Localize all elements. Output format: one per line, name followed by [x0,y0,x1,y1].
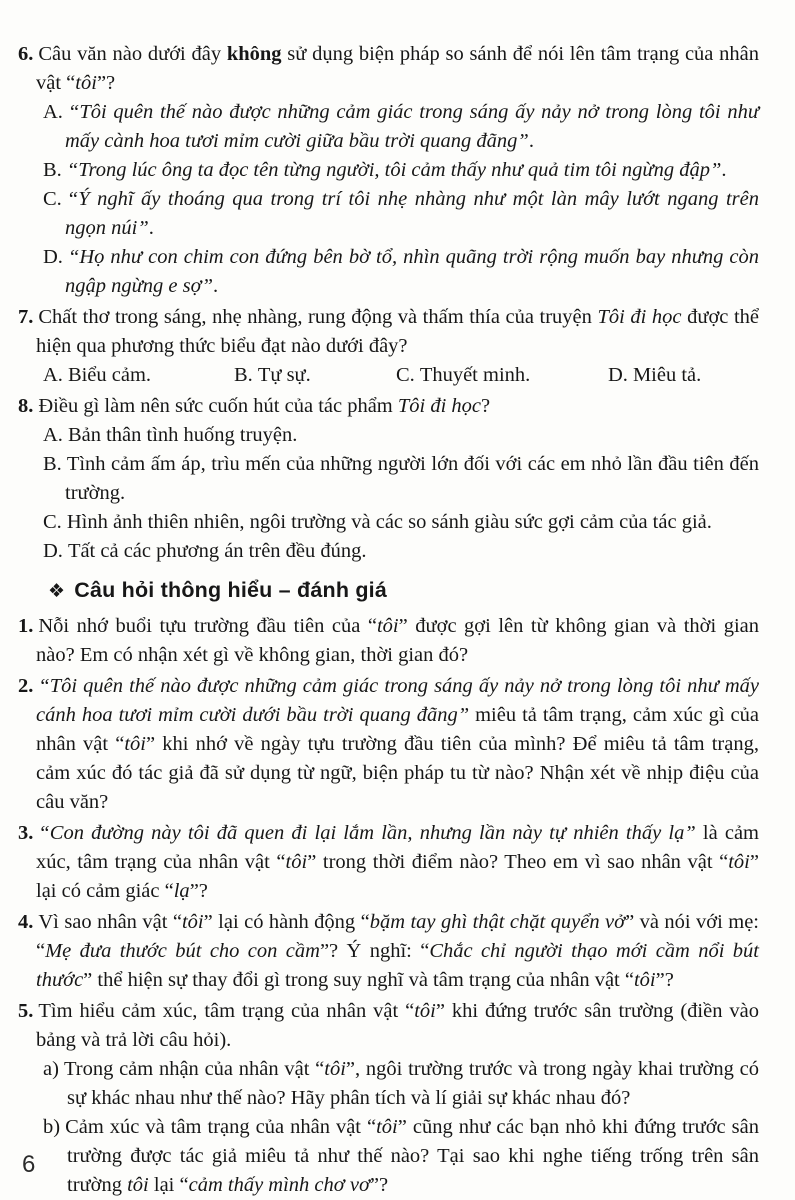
question-7-prompt [18,303,759,361]
question-8-number: 8. [18,395,34,417]
question-7-options-row [43,361,759,390]
open-question-2 [18,672,759,817]
question-text: Tìm hiểu cảm xúc, tâm trạng của nhân vật “tôi” khi đứng trước sân trường (điền vào bảng và trả lời câu hỏi). [36,1000,759,1051]
question-6 [18,40,759,301]
question-6-option-c [43,185,759,243]
question-number: 4. [18,911,34,933]
sub-item-label: b) [43,1116,61,1138]
question-6-option-d [43,243,759,301]
option-text: Thuyết minh. [419,364,531,386]
open-question-5-prompt [18,997,759,1055]
question-number: 3. [18,822,34,844]
question-8 [18,392,759,566]
option-text: Miêu tả. [632,364,702,386]
question-6-option-b [43,156,759,185]
diamond-bullet-icon: ❖ [48,581,66,602]
question-text: “Con đường này tôi đã quen đi lại lắm lần, nhưng lần này tự nhiên thấy lạ” là cảm xúc, tâm trạng của nhân vật “tôi” trong thời điểm nào? Theo em vì sao nhân vật “tôi” lại có cảm giác “lạ”? [36,822,759,902]
open-question-5-sub-a [43,1055,759,1113]
question-8-option-b [43,450,759,508]
option-label: C. [43,188,62,210]
option-label: D. [43,246,63,268]
question-7-option-b [234,361,396,390]
sub-item-text: Trong cảm nhận của nhân vật “tôi”, ngôi trường trước và trong ngày khai trường có sự khác nhau như thế nào? Hãy phân tích và lí giải sự khác nhau đó? [63,1058,759,1109]
question-7-text: Chất thơ trong sáng, nhẹ nhàng, rung động và thấm thía của truyện Tôi đi học được thể hiện qua phương thức biểu đạt nào dưới đây? [36,306,759,357]
section-heading-text: Câu hỏi thông hiểu – đánh giá [74,578,387,602]
option-label: B. [43,159,62,181]
page-number: 6 [22,1151,36,1178]
option-label: A. [43,364,63,386]
question-number: 1. [18,615,34,637]
sub-item-label: a) [43,1058,59,1080]
sub-item-text: Cảm xúc và tâm trạng của nhân vật “tôi” cũng như các bạn nhỏ khi đứng trước sân trường được tác giả miêu tả như thế nào? Tại sao khi nghe tiếng trống trên sân trường tôi lại “cảm thấy mình chơ vơ”? [65,1116,759,1196]
question-text: “Tôi quên thế nào được những cảm giác trong sáng ấy nảy nở trong lòng tôi như mấy cánh hoa tươi mỉm cười dưới bầu trời quang đãng” miêu tả tâm trạng, cảm xúc gì của nhân vật “tôi” khi nhớ về ngày tựu trường đầu tiên của mình? Để miêu tả tâm trạng, cảm xúc đó tác giả đã sử dụng từ ngữ, biện pháp tu từ nào? Nhận xét về nhịp điệu của câu văn? [36,675,759,813]
open-question-1 [18,612,759,670]
question-6-prompt [18,40,759,98]
question-7-option-d [608,361,759,390]
question-number: 2. [18,675,34,697]
option-text: “Tôi quên thế nào được những cảm giác trong sáng ấy nảy nở trong lòng tôi như mấy cành hoa tươi mỉm cười giữa bầu trời quang đãng”. [65,101,759,152]
question-7 [18,303,759,390]
open-question-4 [18,908,759,995]
open-question-5-sub-b [43,1113,759,1200]
option-label: D. [608,364,628,386]
question-7-option-c [396,361,608,390]
option-text: “Họ như con chim con đứng bên bờ tổ, nhìn quãng trời rộng muốn bay nhưng còn ngập ngừng e sợ”. [65,246,759,297]
question-8-option-c [43,508,759,537]
open-question-5 [18,997,759,1200]
question-text: Nỗi nhớ buổi tựu trường đầu tiên của “tôi” được gợi lên từ không gian và thời gian nào? Em có nhận xét gì về không gian, thời gian đó? [36,615,759,666]
option-text: Tự sự. [257,364,311,386]
option-label: C. [43,511,62,533]
question-8-option-a [43,421,759,450]
option-text: “Trong lúc ông ta đọc tên từng người, tôi cảm thấy như quả tim tôi ngừng đập”. [66,159,727,181]
question-6-text: Câu văn nào dưới đây không sử dụng biện pháp so sánh để nói lên tâm trạng của nhân vật “tôi”? [36,43,759,94]
option-label: A. [43,424,63,446]
question-7-number: 7. [18,306,34,328]
question-8-option-d [43,537,759,566]
option-text: “Ý nghĩ ấy thoáng qua trong trí tôi nhẹ nhàng như một làn mây lướt ngang trên ngọn núi”. [65,188,759,239]
option-label: B. [43,453,62,475]
option-label: D. [43,540,63,562]
question-8-text: Điều gì làm nên sức cuốn hút của tác phẩm Tôi đi học? [38,395,491,417]
option-text: Hình ảnh thiên nhiên, ngôi trường và các so sánh giàu sức gợi cảm của tác giả. [66,511,712,533]
question-6-number: 6. [18,43,34,65]
option-label: A. [43,101,63,123]
section-heading [48,576,759,606]
question-6-option-a [43,98,759,156]
question-number: 5. [18,1000,34,1022]
option-text: Tất cả các phương án trên đều đúng. [67,540,367,562]
option-label: B. [234,364,253,386]
question-8-prompt [18,392,759,421]
option-text: Bản thân tình huống truyện. [67,424,298,446]
option-text: Biểu cảm. [67,364,152,386]
option-label: C. [396,364,415,386]
option-text: Tình cảm ấm áp, trìu mến của những người lớn đối với các em nhỏ lần đầu tiên đến trường. [65,453,759,504]
open-question-3 [18,819,759,906]
question-text: Vì sao nhân vật “tôi” lại có hành động “bặm tay ghì thật chặt quyển vở” và nói với mẹ: “Mẹ đưa thước bút cho con cầm”? Ý nghĩ: “Chắc chỉ người thạo mới cầm nổi bút thước” thể hiện sự thay đổi gì trong suy nghĩ và tâm trạng của nhân vật “tôi”? [36,911,760,991]
question-7-option-a [43,361,234,390]
